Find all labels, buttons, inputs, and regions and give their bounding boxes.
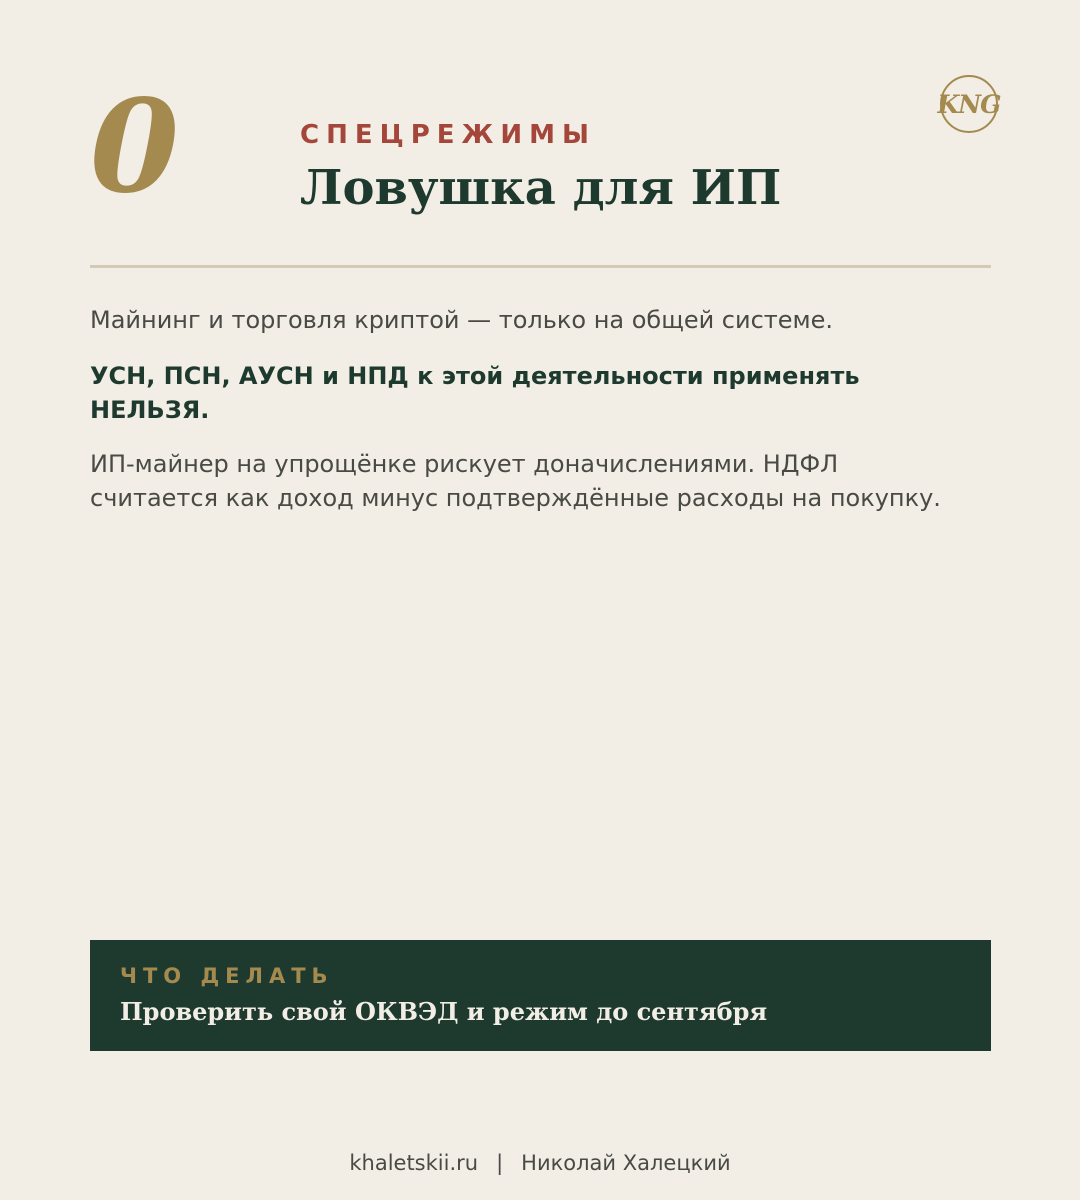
paragraph-details: ИП-майнер на упрощёнке рискует доначислениями. НДФЛ считается как доход минус подтверждённые расходы на покупку. bbox=[90, 450, 941, 512]
footer bbox=[0, 1148, 1080, 1178]
page-title: Ловушка для ИП bbox=[300, 160, 782, 216]
paragraph-intro: Майнинг и торговля криптой — только на общей системе. bbox=[90, 306, 834, 334]
action-text: Проверить свой ОКВЭД и режим до сентября bbox=[120, 997, 768, 1026]
category-label: СПЕЦРЕЖИМЫ bbox=[300, 120, 596, 150]
action-box bbox=[90, 940, 991, 1051]
footer-site-link[interactable]: khaletskii.ru bbox=[349, 1151, 479, 1175]
divider bbox=[90, 265, 991, 268]
slide-number: 0 bbox=[90, 72, 180, 222]
footer-separator: | bbox=[496, 1151, 504, 1175]
footer-author: Николай Халецкий bbox=[521, 1151, 731, 1175]
action-label: ЧТО ДЕЛАТЬ bbox=[120, 964, 334, 988]
logo: KNG bbox=[940, 75, 998, 133]
paragraph-warning: УСН, ПСН, АУСН и НПД к этой деятельности применять НЕЛЬЗЯ. bbox=[90, 362, 860, 424]
content-body bbox=[90, 303, 970, 515]
